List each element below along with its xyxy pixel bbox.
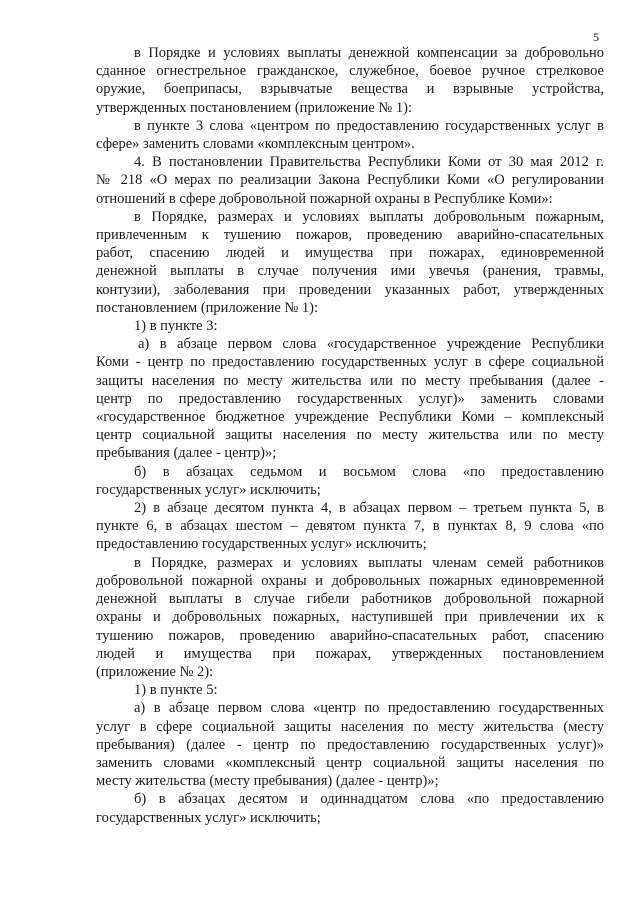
text-line: денежной выплаты в случае получения ими увечья (ранения, травмы, [96,263,604,280]
text-line: а) в абзаце первом слова «центр по предоставлению государственных [134,700,604,717]
text-line: месту жительства (месту пребывания) (далее - центр)»; [96,773,439,790]
text-line: государственных услуг» исключить; [96,809,321,826]
text-line: в Порядке и условиях выплаты денежной компенсации за добровольно [134,45,604,61]
text-line: «государственное бюджетное учреждение Республики Коми – комплексный [96,409,604,426]
text-line: в Порядке, размерах и условиях выплаты добровольным пожарным, [134,208,604,225]
text-line: центр по предоставлению государственных услуг)» заменить словами [96,390,604,407]
text-line: работ, спасению людей и имущества при пожарах, единовременной [96,245,604,262]
text-line: услуг в сфере социальной защиты населения по месту жительства (месту [96,718,604,735]
text-line: пребывания) (далее - центр по предоставлению государственных услуг)» [96,736,604,753]
text-line: б) в абзацах десятом и одиннадцатом слова «по предоставлению [134,791,604,808]
text-line: а) в абзаце первом слова «государственное учреждение Республики [138,336,604,353]
text-line: добровольной пожарной охраны и добровольных пожарных единовременной [96,572,604,589]
text-line: (приложение № 2): [96,663,214,680]
text-line: 4. В постановлении Правительства Республики Коми от 30 мая 2012 г. [134,154,604,171]
text-line: заменить словами «комплексный центр социальной защиты населения по [96,754,604,771]
text-line: пункте 6, в абзацах шестом – девятом пункта 7, в пунктах 8, 9 слова «по [96,518,604,535]
text-line: сданное огнестрельное гражданское, служебное, боевое ручное стрелковое [96,63,604,80]
text-line: 1) в пункте 5: [134,682,218,699]
text-line: защиты населения по месту жительства или по месту пребывания (далее - [96,372,604,389]
text-line: 2) в абзаце десятом пункта 4, в абзацах первом – третьем пункта 5, в [134,500,604,517]
text-line: Коми - центр по предоставлению государственных услуг в сфере социальной [96,354,604,371]
text-line: б) в абзацах седьмом и восьмом слова «по предоставлению [134,463,604,480]
page-number: 5 [593,30,599,44]
text-line: государственных услуг» исключить; [96,481,321,498]
text-line: 1) в пункте 3: [134,318,218,335]
text-line: утвержденных постановлением (приложение № 1): [96,99,412,116]
text-line: в Порядке, размерах и условиях выплаты членам семей работников [134,554,604,571]
text-line: денежной выплаты в случае гибели работников добровольной пожарной [96,591,604,608]
text-line: центр социальной защиты населения по месту жительства или по месту [96,427,604,444]
text-line: контузии), заболевания при проведении указанных работ, утвержденных [96,281,604,298]
text-line: в пункте 3 слова «центром по предоставлению государственных услуг в [134,117,604,134]
text-line: постановлением (приложение № 1): [96,299,318,316]
text-line: оружие, боеприпасы, взрывчатые вещества и взрывные устройства, [96,81,604,98]
text-line: предоставлению государственных услуг» исключить; [96,536,427,553]
text-line: охраны и добровольных пожарных, наступившей при привлечении их к [96,609,604,626]
text-line: тушению пожаров, проведению аварийно-спасательных работ, спасению [96,627,604,644]
document-body [96,44,604,827]
text-line: сфере» заменить словами «комплексным центром». [96,136,415,153]
text-line: № 218 «О мерах по реализации Закона Республики Коми «О регулировании [96,172,604,189]
text-line: людей и имущества при пожарах, утвержденных постановлением [96,645,604,662]
text-line: привлеченным к тушению пожаров, проведению аварийно-спасательных [96,227,604,244]
text-line: отношений в сфере добровольной пожарной охраны в Республике Коми»: [96,190,553,207]
text-line: пребывания (далее - центр)»; [96,445,277,462]
